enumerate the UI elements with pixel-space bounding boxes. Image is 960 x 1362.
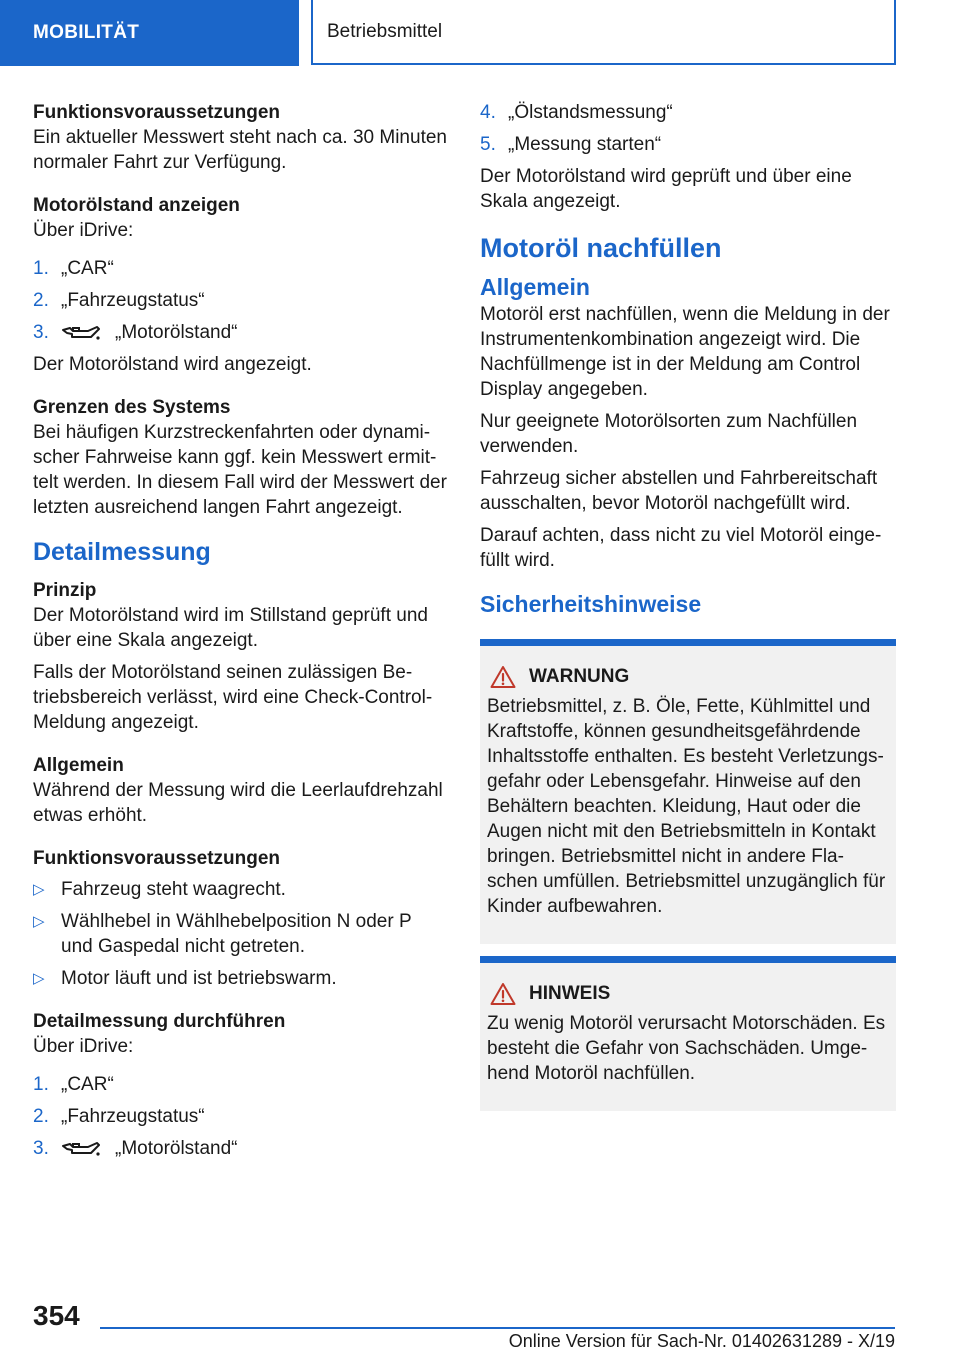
footer-divider bbox=[100, 1327, 895, 1329]
paragraph-result: Der Motorölstand wird angezeigt. bbox=[33, 354, 312, 375]
warning-title: WARNUNG bbox=[529, 666, 630, 687]
oil-can-icon bbox=[61, 322, 101, 344]
list-text: „CAR“ bbox=[61, 1074, 114, 1095]
heading-grenzen: Grenzen des Systems bbox=[33, 397, 231, 418]
heading-sicherheitshinweise: Sicherheitshinweise bbox=[480, 591, 702, 617]
left-column bbox=[33, 100, 448, 1168]
paragraph-refill-1: Motoröl erst nachfüllen, wenn die Meldung in der Instrumentenkombination angezeigt wird. Die Nachfüllmenge ist in der Meldung am Control Display angegeben. bbox=[480, 304, 890, 400]
paragraph-refill-3: Fahrzeug sicher abstellen und Fahrbereitschaft ausschalten, bevor Motoröl nachgefüllt wird. bbox=[480, 468, 878, 514]
list-text: „Motorölstand“ bbox=[115, 1138, 238, 1159]
heading-motoroelstand-anzeigen: Motorölstand anzeigen bbox=[33, 195, 240, 216]
list-text: „Fahrzeugstatus“ bbox=[61, 290, 205, 311]
list-item bbox=[33, 256, 448, 281]
list-text: Wählhebel in Wählhebelposition N oder P und Gaspedal nicht getreten. bbox=[61, 911, 412, 957]
list-item bbox=[33, 288, 448, 313]
list-number: 2. bbox=[33, 1106, 49, 1127]
paragraph-refill-2: Nur geeignete Motorölsorten zum Nachfüllen verwenden. bbox=[480, 411, 858, 457]
heading-funktionsvoraussetzungen-2: Funktionsvoraussetzungen bbox=[33, 848, 281, 869]
heading-funktionsvoraussetzungen: Funktionsvoraussetzungen bbox=[33, 102, 281, 123]
paragraph-idrive: Über iDrive: bbox=[33, 220, 134, 241]
paragraph-prinzip-2: Falls der Motorölstand seinen zulässigen Betriebsbereich verlässt, wird eine Check-Control-Meldung angezeigt. bbox=[33, 662, 433, 733]
list-number: 5. bbox=[480, 134, 496, 155]
list-number: 3. bbox=[33, 322, 49, 343]
list-item bbox=[33, 1104, 448, 1129]
list-text: „Motorölstand“ bbox=[115, 322, 238, 343]
paragraph-idrive-2: Über iDrive: bbox=[33, 1036, 134, 1057]
chapter-title: Betriebsmittel bbox=[327, 20, 443, 42]
list-item bbox=[480, 100, 896, 125]
list-item bbox=[33, 1136, 448, 1161]
list-number: 2. bbox=[33, 290, 49, 311]
list-number: 3. bbox=[33, 1138, 49, 1159]
page-number: 354 bbox=[33, 1300, 80, 1331]
warning-text: Betriebsmittel, z. B. Öle, Fette, Kühlmittel und Kraftstoffe, können gesundheitsgefährdende Inhaltsstoffe enthalten. Es besteht Verletzungsgefahr oder Lebensgefahr. Hinweise auf den Behältern beachten. Kleidung, Haut oder die Augen nicht mit den Betriebsmitteln in Kontakt bringen. Betriebsmittel nicht in andere Flaschen umfüllen. Betriebsmittel unzugänglich für Kinder aufbewahren. bbox=[487, 696, 886, 917]
oil-can-icon bbox=[61, 1138, 101, 1160]
paragraph-allgemein: Während der Messung wird die Leerlaufdrehzahl etwas erhöht. bbox=[33, 780, 443, 826]
notice-box bbox=[480, 956, 896, 1111]
section-title: MOBILITÄT bbox=[33, 22, 140, 43]
paragraph-grenzen: Bei häufigen Kurzstreckenfahrten oder dynamischer Fahrweise kann ggf. kein Messwert ermittelt werden. In diesem Fall wird der Messwert der letzten ausreichend langen Fahrt angezeigt. bbox=[33, 422, 447, 518]
list-item bbox=[33, 909, 448, 959]
section-tab bbox=[0, 0, 299, 66]
paragraph-result-right: Der Motorölstand wird geprüft und über eine Skala angezeigt. bbox=[480, 166, 852, 212]
warning-triangle-icon bbox=[490, 665, 516, 689]
list-text: „CAR“ bbox=[61, 258, 114, 279]
paragraph-refill-4: Darauf achten, dass nicht zu viel Motoröl eingefüllt wird. bbox=[480, 525, 882, 571]
list-text: „Fahrzeugstatus“ bbox=[61, 1106, 205, 1127]
triangle-bullet-icon: ▷ bbox=[33, 970, 45, 987]
list-item bbox=[33, 320, 448, 345]
list-item bbox=[33, 1072, 448, 1097]
heading-motoroel-nachfuellen: Motoröl nachfüllen bbox=[480, 233, 722, 263]
warning-title-row bbox=[487, 664, 888, 689]
footer-note: Online Version für Sach-Nr. 01402631289 - X/19 bbox=[508, 1331, 895, 1351]
heading-prinzip: Prinzip bbox=[33, 580, 97, 601]
right-column bbox=[480, 100, 896, 1111]
paragraph-messwert: Ein aktueller Messwert steht nach ca. 30 Minuten normaler Fahrt zur Verfügung. bbox=[33, 127, 447, 173]
heading-allgemein-right: Allgemein bbox=[480, 274, 590, 300]
list-text: „Messung starten“ bbox=[508, 134, 662, 155]
list-text: Fahrzeug steht waagrecht. bbox=[61, 879, 286, 900]
list-text: „Ölstandsmessung“ bbox=[508, 102, 673, 123]
triangle-bullet-icon: ▷ bbox=[33, 881, 45, 898]
list-item bbox=[33, 966, 448, 991]
list-text: Motor läuft und ist betriebswarm. bbox=[61, 968, 337, 989]
notice-title: HINWEIS bbox=[529, 983, 611, 1004]
triangle-bullet-icon: ▷ bbox=[33, 913, 45, 930]
paragraph-prinzip-1: Der Motorölstand wird im Stillstand geprüft und über eine Skala angezeigt. bbox=[33, 605, 428, 651]
list-item bbox=[33, 877, 448, 902]
heading-allgemein: Allgemein bbox=[33, 755, 124, 776]
chapter-tab bbox=[311, 0, 896, 65]
list-number: 1. bbox=[33, 1074, 49, 1095]
warning-triangle-icon bbox=[490, 982, 516, 1006]
heading-detailmessung: Detailmessung bbox=[33, 538, 211, 566]
notice-text: Zu wenig Motoröl verursacht Motorschäden. Es besteht die Gefahr von Sachschäden. Umgehend Motoröl nachfüllen. bbox=[487, 1013, 886, 1084]
list-number: 4. bbox=[480, 102, 496, 123]
list-item bbox=[480, 132, 896, 157]
warning-box bbox=[480, 639, 896, 944]
notice-title-row bbox=[487, 981, 888, 1006]
heading-detailmessung-durchfuehren: Detailmessung durchführen bbox=[33, 1011, 286, 1032]
list-number: 1. bbox=[33, 258, 49, 279]
